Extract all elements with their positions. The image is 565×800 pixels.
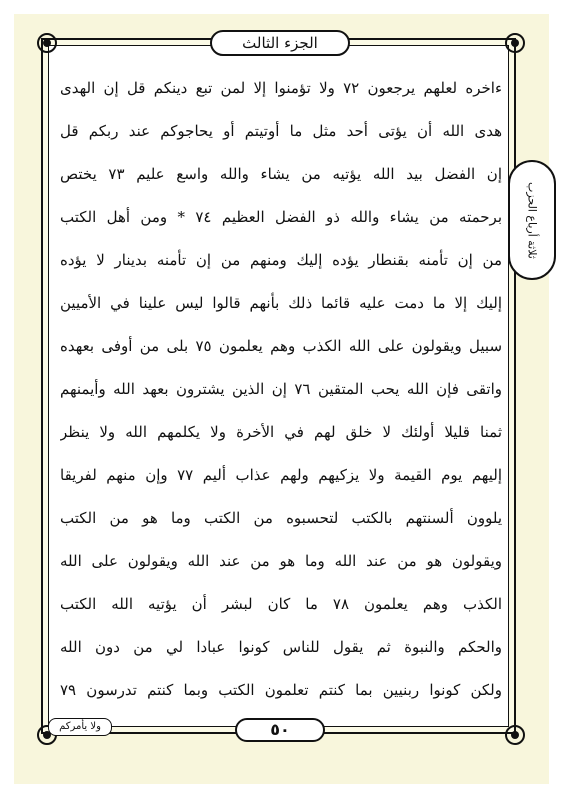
text-line: ويقولون هو من عند الله وما هو من عند الله ويقولون على الله	[60, 552, 502, 570]
text-line: ثمنا قليلا أولئك لا خلق لهم في الأخرة ولا يكلمهم الله ولا ينظر	[60, 423, 502, 441]
text-line: واتقى فإن الله يحب المتقين ٧٦ إن الذين يشترون بعهد الله وأيمنهم	[60, 380, 502, 398]
hizb-quarter-label: ثلاثة أرباع الحزب	[525, 181, 539, 259]
quran-text-block	[60, 70, 502, 710]
text-line: سبيل ويقولون على الله الكذب وهم يعلمون ٧٥ بلى من أوفى بعهده	[60, 337, 502, 355]
corner-ornament-bottom-right	[500, 720, 530, 750]
text-line: والحكم والنبوة ثم يقول للناس كونوا عبادا لي من دون الله	[60, 638, 502, 656]
text-line: هدى الله أن يؤتى أحد مثل ما أوتيتم أو يحاجوكم عند ربكم قل	[60, 122, 502, 140]
text-line: برحمته من يشاء والله ذو الفضل العظيم ٧٤ * ومن أهل الكتب	[60, 208, 502, 226]
text-line: من إن تأمنه بقنطار يؤده إليك ومنهم من إن تأمنه بدينار لا يؤده	[60, 251, 502, 269]
juz-title: الجزء الثالث	[242, 34, 318, 52]
page-number: ٥٠	[270, 720, 290, 739]
text-line: يلوون ألسنتهم بالكتب لتحسبوه من الكتب وما هو من الكتب	[60, 509, 502, 527]
text-line: إليك إلا ما دمت عليه قائما ذلك بأنهم قالوا ليس علينا في الأميين	[60, 294, 502, 312]
juz-title-cartouche	[210, 30, 350, 56]
text-line: ءاخره لعلهم يرجعون ٧٢ ولا تؤمنوا إلا لمن تبع دينكم قل إن الهدى	[60, 79, 502, 97]
catchword: ولا يأمركم	[48, 718, 112, 736]
text-line: إن الفضل بيد الله يؤتيه من يشاء والله واسع عليم ٧٣ يختص	[60, 165, 502, 183]
page-number-cartouche	[235, 718, 325, 742]
text-line: ولكن كونوا ربنيين بما كنتم تعلمون الكتب وبما كنتم تدرسون ٧٩	[60, 681, 502, 699]
text-line: إليهم يوم القيمة ولا يزكيهم ولهم عذاب أليم ٧٧ وإن منهم لفريقا	[60, 466, 502, 484]
corner-ornament-top-left	[32, 28, 62, 58]
text-line: الكذب وهم يعلمون ٧٨ ما كان لبشر أن يؤتيه الله الكتب	[60, 595, 502, 613]
corner-ornament-top-right	[500, 28, 530, 58]
hizb-quarter-marker	[508, 160, 556, 280]
